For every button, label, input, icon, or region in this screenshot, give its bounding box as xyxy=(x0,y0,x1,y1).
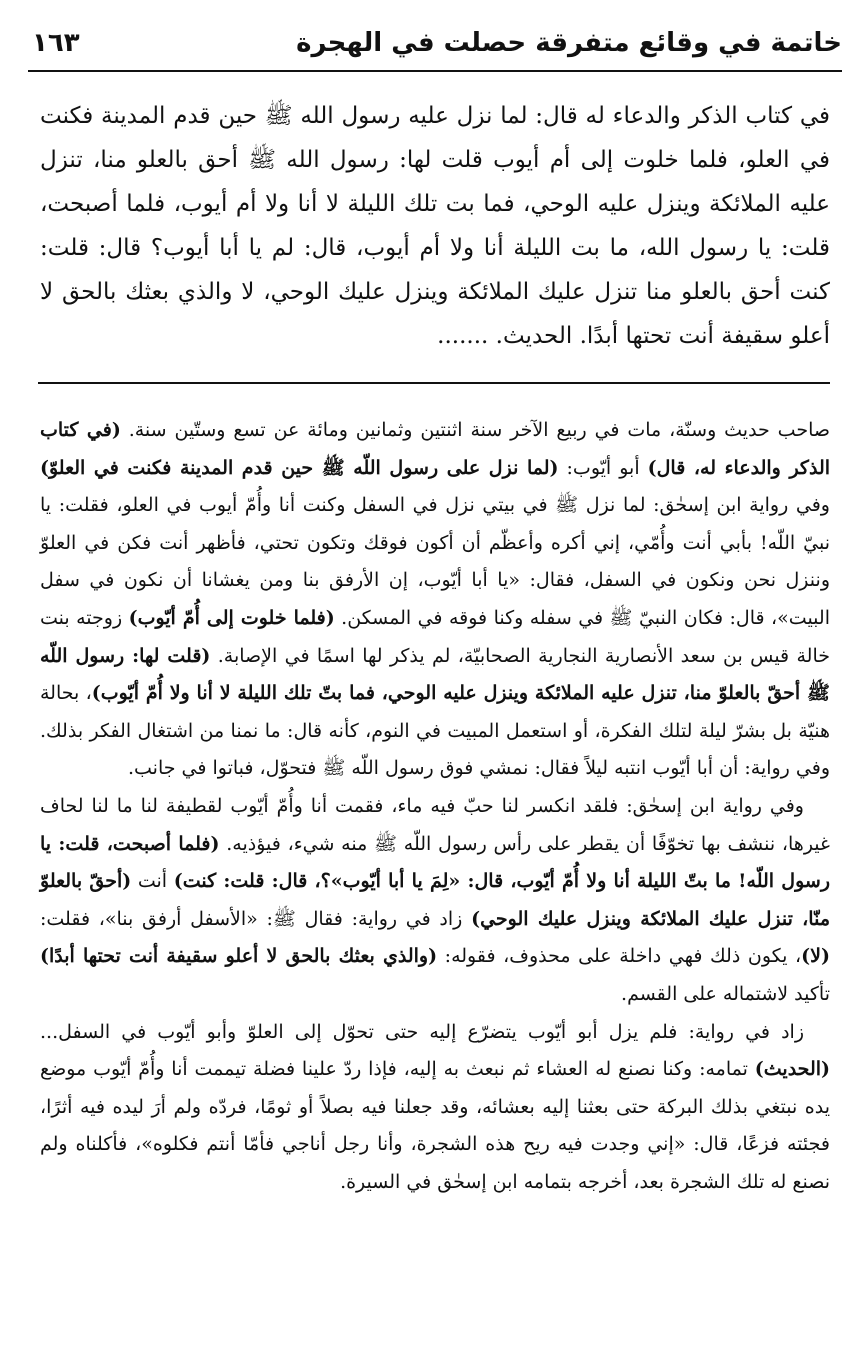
commentary-text-segment: زاد في رواية: فقال ﷺ: «الأسفل أرفق بنا»، فقلت: xyxy=(40,907,472,930)
running-title: خاتمة في وقائع متفرقة حصلت في الهجرة xyxy=(296,28,842,58)
commentary-text-segment: تمامه: وكنا نصنع له العشاء ثم نبعث به إليه، فإذا ردّ علينا فضلة تيممت أنا وأُمّ أيّوب موضع يده نبتغي بذلك البركة حتى بعثنا إليه بعشائه، وقد جعلنا فيه بصلاً أو ثومًا، فردّه ولم أرَ ليده فيه أثرًا، فجئته فزعًا، قال: «إني وجدت فيه ريح هذه الشجرة، وأنا رجل أناجي فأمّا أنتم فكلوه»، فأكلناه ولم نصنع له تلك الشجرة بعد، أخرجه بتمامه ابن إسحٰق في السيرة. xyxy=(40,1058,830,1193)
commentary-text-segment: تأكيد لاشتماله على القسم. xyxy=(621,982,830,1005)
page-header xyxy=(28,22,842,72)
quoted-text-segment: (لما نزل على رسول اللّه ﷺ حين قدم المدينة فكنت في العلوّ) xyxy=(40,456,559,479)
quoted-text-segment: (فلما خلوت إلى أُمّ أيّوب) xyxy=(128,606,335,629)
main-text: في كتاب الذكر والدعاء له قال: لما نزل عليه رسول الله ﷺ حين قدم المدينة فكنت في العلو، فلما خلوت إلى أم أيوب قلت لها: رسول الله ﷺ أحق بالعلو منا، تنزل عليه الملائكة وينزل عليه الوحي، فما بت تلك الليلة لا أنا ولا أم أيوب، فلما أصبحت، قلت: يا رسول الله، ما بت الليلة أنا ولا أم أيوب، قال: لم يا أبا أيوب؟ قال: قلت: كنت أحق بالعلو منا تنزل عليك الملائكة وينزل عليك الوحي، لا والذي بعثك بالحق لا أعلو سقيفة أنت تحتها أبدًا. الحديث. ....... xyxy=(40,103,830,349)
commentary-text-segment: وفي رواية ابن إسحٰق: لما نزل ﷺ في بيتي نزل في السفل وكنت أنا وأُمّ أيوب في العلو، فقلت: يا نبيّ اللّه! بأبي أنت وأُمّي، إني أكره وأعظّم أن أكون فوقك وتكون تحتي، فأظهر أنت فكن في العلوّ وننزل نحن ونكون في السفل، فقال: «يا أبا أيّوب، إن الأرفق بنا ومن يغشانا أن نكون في سفل البيت»، قال: فكان النبيّ ﷺ في سفله وكنا فوقه في المسكن. xyxy=(40,494,830,629)
commentary-text-segment: وفي رواية ابن إسحٰق: فلقد انكسر لنا حبّ فيه ماء، فقمت أنا وأُمّ أيّوب لقطيفة لنا ما لنا لحاف غيرها، ننشف بها تخوّفًا أن يقطر على رأس رسول اللّه ﷺ منه شيء، فيؤذيه. xyxy=(40,794,830,855)
commentary-paragraph-2 xyxy=(40,788,830,1014)
commentary-text-segment: ، يكون ذلك فهي داخلة على محذوف، فقوله: xyxy=(437,945,802,968)
commentary xyxy=(40,412,830,1201)
commentary-text-segment: زاد في رواية: فلم يزل أبو أيّوب يتضرّع إليه حتى تحوّل إلى العلوّ وأبو أيّوب في السفل... xyxy=(40,1020,804,1043)
page-number: ١٦٣ xyxy=(32,28,80,58)
commentary-paragraph-3 xyxy=(40,1014,830,1202)
quoted-text-segment: (في كتاب الذكر والدعاء له، قال) xyxy=(40,419,831,479)
quoted-text-segment: (والذي بعثك بالحق لا أعلو سقيفة أنت تحتها أبدًا) xyxy=(40,945,438,968)
commentary-text-segment: أبو أيّوب: xyxy=(558,456,648,479)
quoted-text-segment: (قلت لها: رسول اللّه ﷺ أحقّ بالعلوّ منا، تنزل عليه الملائكة وينزل عليه الوحي، فما بتّ تلك الليلة لا أنا ولا أُمّ أيّوب) xyxy=(40,644,830,705)
footnote-divider xyxy=(38,382,830,384)
quoted-text-segment: (فلما أصبحت، قلت: يا رسول اللّه! ما بتّ الليلة أنا ولا أُمّ أيّوب، قال: «لِمَ يا أبا أيّوب»؟، قال: قلت: كنت) xyxy=(40,832,830,893)
commentary-text-segment: زوجته بنت خالة قيس بن سعد الأنصارية النجارية الصحابيّة، لم يذكر لها اسمًا في الإصابة. xyxy=(40,606,830,667)
quoted-text-segment: (الحديث) xyxy=(754,1058,830,1081)
quoted-text-segment: (أحقّ بالعلوّ منّا، تنزل عليك الملائكة وينزل عليك الوحي) xyxy=(40,870,831,930)
commentary-paragraph-1 xyxy=(40,412,830,788)
commentary-text-segment: أنت xyxy=(131,870,174,893)
commentary-text-segment: ، بحالة هنيّة بل بشرّ ليلة لتلك الفكرة، أو استعمل المبيت في النوم، كأنه قال: ما نمنا من اشتغال الفكر بذلك. وفي رواية: أن أبا أيّوب انتبه ليلاً فقال: نمشي فوق رسول اللّه ﷺ فتحوّل، فباتوا في جانب. xyxy=(40,682,830,780)
quoted-text-segment: (لا) xyxy=(801,945,830,968)
commentary-text-segment: صاحب حديث وسنّة، مات في ربيع الآخر سنة اثنتين وثمانين ومائة عن تسع وستّين سنة. xyxy=(120,419,830,441)
